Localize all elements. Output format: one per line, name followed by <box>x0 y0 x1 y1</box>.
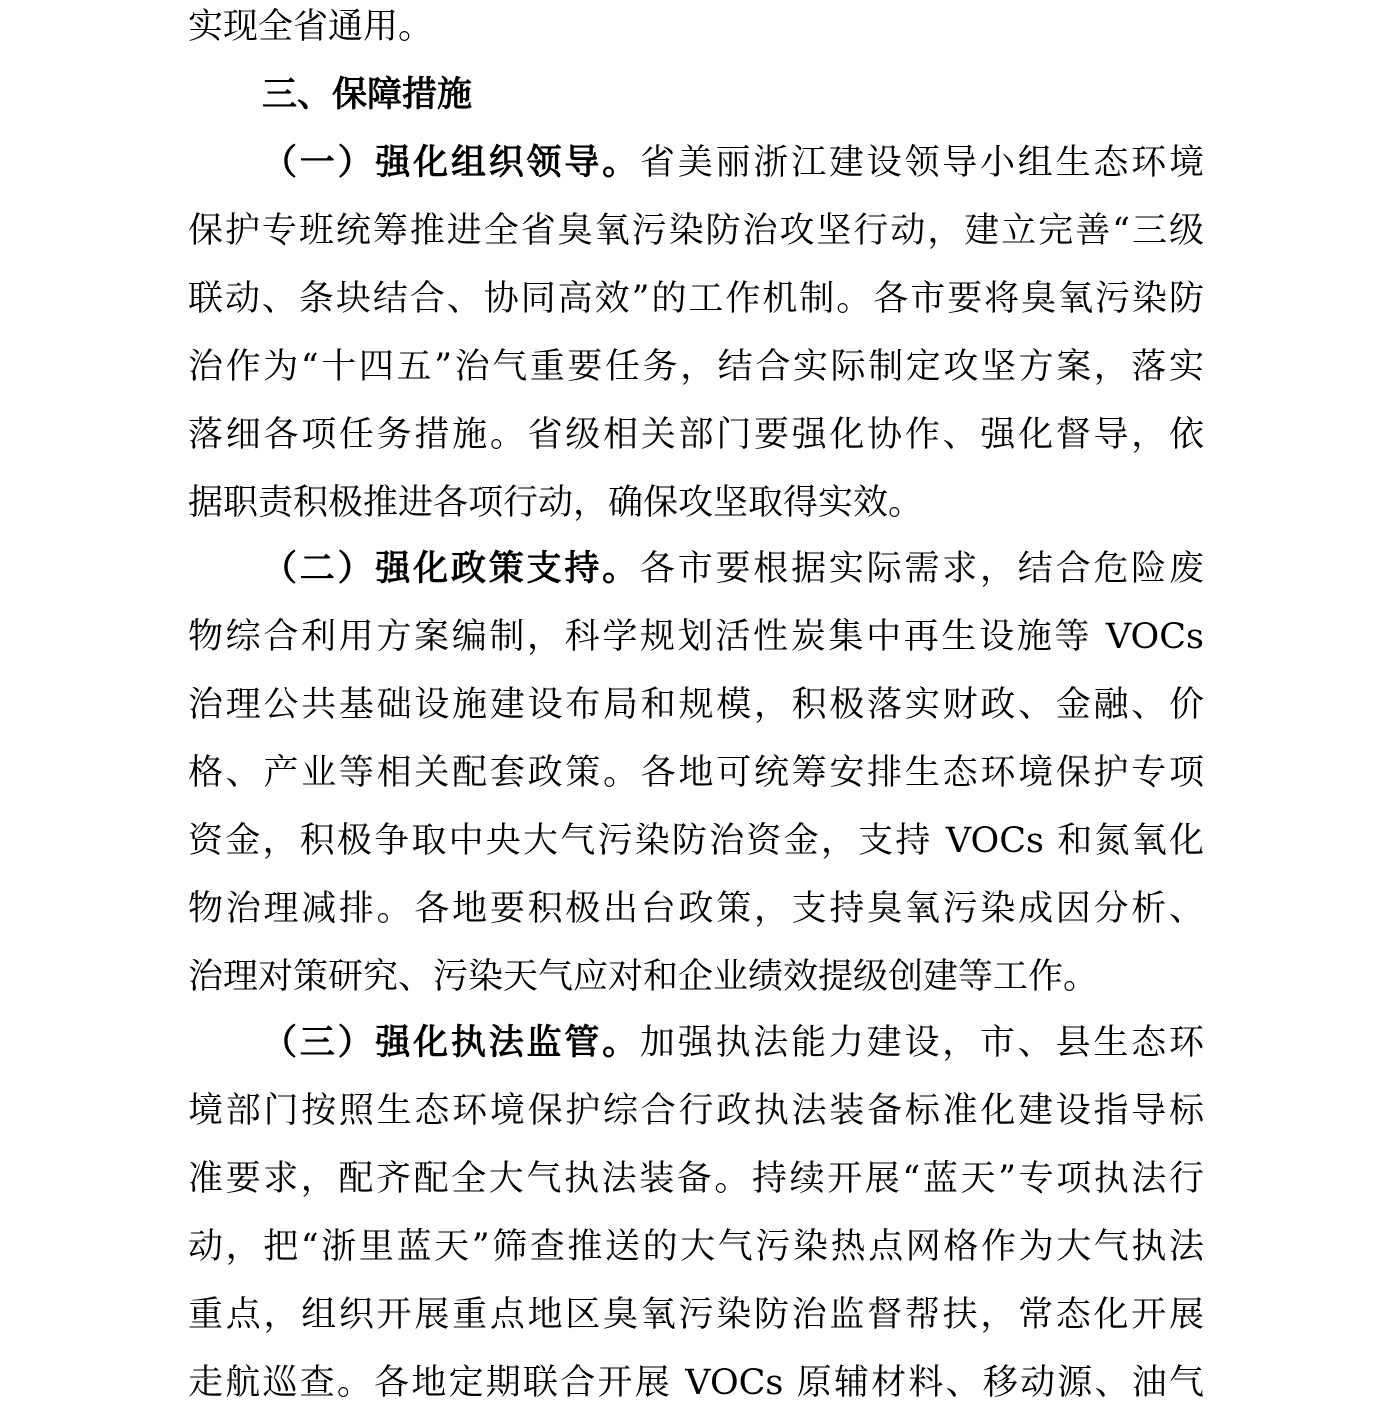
paragraph-1-line-4: 治作为“十四五”治气重要任务，结合实际制定攻坚方案，落实 <box>188 347 1204 387</box>
section-heading: 三、保障措施 <box>262 75 473 115</box>
paragraph-1-text: 省美丽浙江建设领导小组生态环境 <box>639 143 1204 183</box>
paragraph-1-line-2: 保护专班统筹推进全省臭氧污染防治攻坚行动，建立完善“三级 <box>188 211 1204 251</box>
paragraph-2-line-3: 治理公共基础设施建设布局和规模，积极落实财政、金融、价 <box>188 685 1204 725</box>
paragraph-3-text: 加强执法能力建设，市、县生态环 <box>639 1023 1204 1063</box>
paragraph-2-line-5: 资金，积极争取中央大气污染防治资金，支持 VOCs 和氮氧化 <box>188 821 1204 861</box>
paragraph-1-line-3: 联动、条块结合、协同高效”的工作机制。各市要将臭氧污染防 <box>188 279 1204 319</box>
paragraph-1-lead: （一）强化组织领导。 <box>262 143 640 183</box>
paragraph-3-line-1 <box>262 1018 1204 1068</box>
paragraph-1-line-6: 据职责积极推进各项行动，确保攻坚取得实效。 <box>188 483 924 523</box>
paragraph-2-line-4: 格、产业等相关配套政策。各地可统筹安排生态环境保护专项 <box>188 753 1204 793</box>
continuation-line: 实现全省通用。 <box>188 7 434 47</box>
paragraph-2-line-7: 治理对策研究、污染天气应对和企业绩效提级创建等工作。 <box>188 957 1099 997</box>
paragraph-2-line-6: 物治理减排。各地要积极出台政策，支持臭氧污染成因分析、 <box>188 889 1204 929</box>
paragraph-1-line-1 <box>262 138 1204 188</box>
paragraph-3-line-5: 重点，组织开展重点地区臭氧污染防治监督帮扶，常态化开展 <box>188 1295 1204 1335</box>
paragraph-1-line-5: 落细各项任务措施。省级相关部门要强化协作、强化督导，依 <box>188 415 1204 455</box>
paragraph-2-line-2: 物综合利用方案编制，科学规划活性炭集中再生设施等 VOCs <box>188 617 1204 657</box>
paragraph-2-text: 各市要根据实际需求，结合危险废 <box>639 549 1204 589</box>
paragraph-3-line-6: 走航巡查。各地定期联合开展 VOCs 原辅材料、移动源、油气 <box>188 1363 1204 1403</box>
paragraph-3-line-4: 动，把“浙里蓝天”筛查推送的大气污染热点网格作为大气执法 <box>188 1227 1204 1267</box>
paragraph-3-line-3: 准要求，配齐配全大气执法装备。持续开展“蓝天”专项执法行 <box>188 1159 1204 1199</box>
paragraph-3-lead: （三）强化执法监管。 <box>262 1023 640 1063</box>
paragraph-2-line-1 <box>262 544 1204 594</box>
paragraph-3-line-2: 境部门按照生态环境保护综合行政执法装备标准化建设指导标 <box>188 1091 1204 1131</box>
paragraph-2-lead: （二）强化政策支持。 <box>262 549 640 589</box>
